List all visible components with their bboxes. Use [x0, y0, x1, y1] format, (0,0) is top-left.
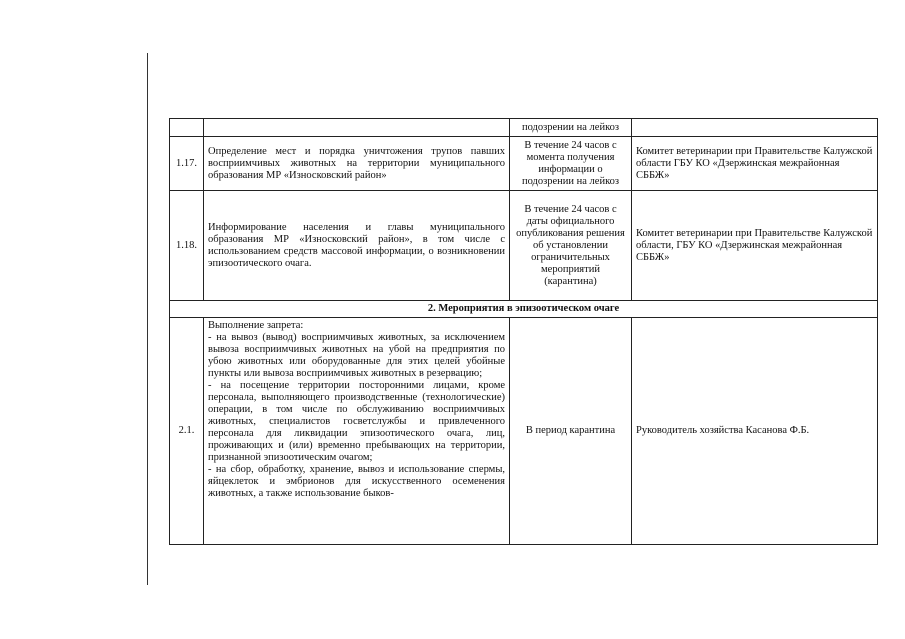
page-margin-line	[147, 53, 148, 585]
row-number-cell: 1.18.	[170, 191, 204, 301]
row-number-cell: 1.17.	[170, 137, 204, 191]
action-line: Выполнение запрета:	[208, 320, 304, 331]
action-text-block	[208, 320, 505, 542]
action-line: - на сбор, обработку, хранение, вывоз и использование спермы, яйцеклеток и эмбрионов для искусственного осеменения животных, а также использование быков-	[208, 464, 505, 499]
table-row	[170, 137, 878, 191]
row-number-cell	[170, 119, 204, 137]
action-cell: Информирование населения и главы муниципального образования МР «Износковский район», в том числе с использованием средств массовой информации, о возникновении эпизоотического очага.	[204, 191, 510, 301]
term-cell: подозрении на лейкоз	[510, 119, 632, 137]
responsible-cell: Комитет ветеринарии при Правительстве Калужской области ГБУ КО «Дзержинская межрайонная СББЖ»	[632, 137, 878, 191]
table-row	[170, 318, 878, 545]
responsible-cell	[632, 119, 878, 137]
action-line: - на вывоз (вывод) восприимчивых животных, за исключением вывоза восприимчивых животных на убой на предприятия по убою животных или оборудованные для этих целей убойные пункты или вывоза восприимчивых животных в резервацию;	[208, 332, 505, 379]
action-line: - на посещение территории посторонними лицами, кроме персонала, выполняющего производственные (технологические) операции, в том числе по обслуживанию восприимчивых животных, специалистов госветслужбы и привлеченного персонала для ликвидации эпизоотического очага, лиц, проживающих и (или) временно пребывающих на территории, признанной эпизоотическим очагом;	[208, 380, 505, 463]
section-header-row	[170, 301, 878, 318]
measures-table	[169, 118, 878, 545]
term-cell: В течение 24 часов с момента получения информации о подозрении на лейкоз	[510, 137, 632, 191]
responsible-cell: Комитет ветеринарии при Правительстве Калужской области, ГБУ КО «Дзержинская межрайонная СББЖ»	[632, 191, 878, 301]
table-row	[170, 191, 878, 301]
term-cell: В период карантина	[510, 318, 632, 545]
table-row	[170, 119, 878, 137]
responsible-cell: Руководитель хозяйства Касанова Ф.Б.	[632, 318, 878, 545]
section-title: 2. Мероприятия в эпизоотическом очаге	[170, 301, 878, 318]
action-cell	[204, 318, 510, 545]
term-cell: В течение 24 часов с даты официального опубликования решения об установлении ограничительных мероприятий (карантина)	[510, 191, 632, 301]
action-cell	[204, 119, 510, 137]
row-number-cell: 2.1.	[170, 318, 204, 545]
action-cell: Определение мест и порядка уничтожения трупов павших восприимчивых животных на территории муниципального образования МР «Износковский район»	[204, 137, 510, 191]
